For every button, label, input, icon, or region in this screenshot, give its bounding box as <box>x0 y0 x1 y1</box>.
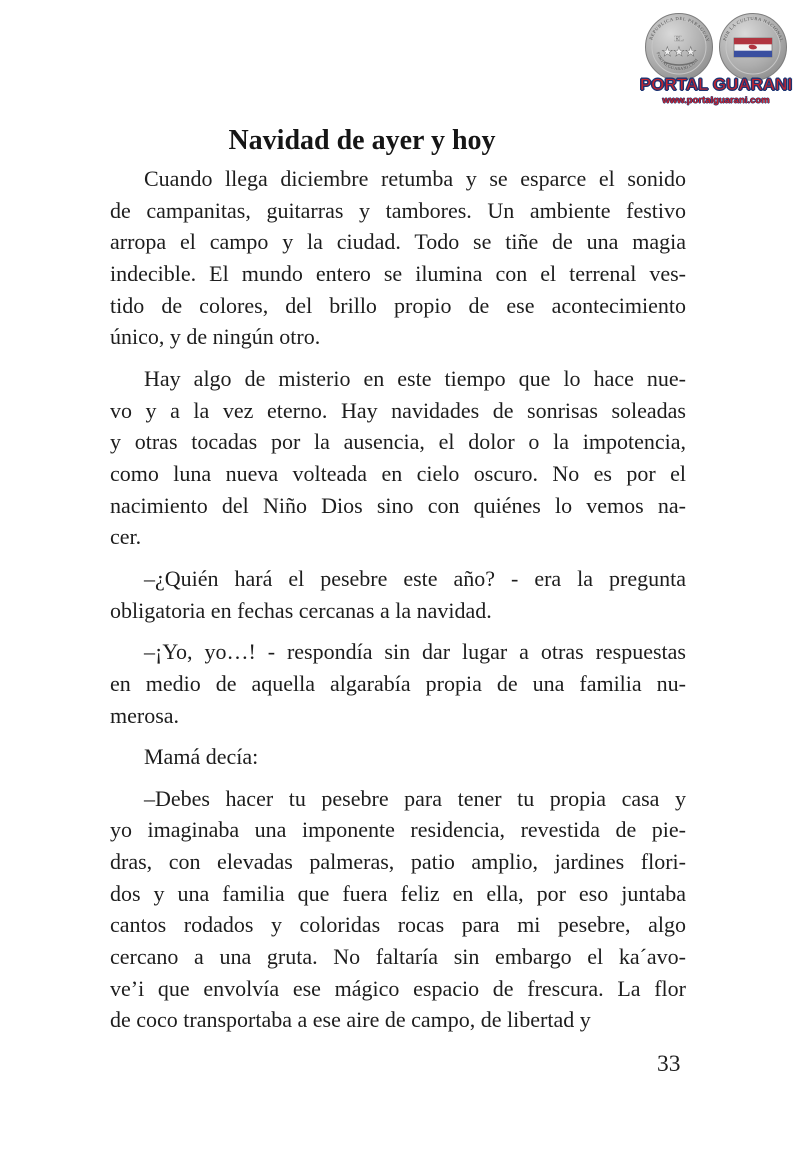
text-line: indecible. El mundo entero se ilumina con el terrenal ves- <box>110 260 686 286</box>
text-line: vo y a la vez eterno. Hay navidades de sonrisas soleadas <box>110 397 686 423</box>
text-line: y otras tocadas por la ausencia, el dolor o la impotencia, <box>110 429 686 455</box>
text-line: –¡Yo, yo…! - respondía sin dar lugar a otras respuestas <box>144 639 686 665</box>
text-line: ve’i que envolvía ese mágico espacio de frescura. La flor <box>110 975 686 1001</box>
text-line: de coco transportaba a ese aire de campo, de libertad y <box>110 1007 591 1033</box>
text-line: nacimiento del Niño Dios sino con quiénes lo vemos na- <box>110 492 686 518</box>
text-line: obligatoria en fechas cercanas a la navidad. <box>110 597 492 623</box>
text-line: cercano a una gruta. No faltaría sin embargo el ka´avo- <box>110 944 686 970</box>
text-line: único, y de ningún otro. <box>110 324 321 350</box>
text-line: dras, con elevadas palmeras, patio amplio, jardines flori- <box>110 849 686 875</box>
coin-left-bottom-text: PORTALGUARANI.COM <box>655 51 699 72</box>
paragraph <box>110 783 686 1036</box>
text-line: Hay algo de misterio en este tiempo que lo hace nue- <box>144 365 686 391</box>
text-line: –Debes hacer tu pesebre para tener tu propia casa y <box>144 785 686 811</box>
paragraph <box>110 563 686 626</box>
body-text <box>110 163 686 1046</box>
paraguay-coin-icon <box>644 12 714 82</box>
text-line: dos y una familia que fuera feliz en ella, por eso juntaba <box>110 880 686 906</box>
three-stars-icon: ★★★ <box>661 44 697 59</box>
logo-title: PORTAL GUARANI <box>639 75 793 94</box>
culture-coin-icon <box>718 12 788 82</box>
coin-right-top-text: POR LA CULTURA NACIONAL <box>722 15 785 43</box>
logo-medallions <box>638 12 794 82</box>
paragraph <box>110 363 686 553</box>
text-line: yo imaginaba una imponente residencia, revestida de pie- <box>110 817 686 843</box>
text-line: cantos rodados y coloridas rocas para mi pesebre, algo <box>110 912 686 938</box>
page-number: 33 <box>657 1051 681 1077</box>
coin-left-top-text: REPUBLICA DEL PARAGUAY <box>648 15 711 43</box>
text-line: como luna nueva volteada en cielo oscuro. No es por el <box>110 460 686 486</box>
coin-left-center-text: EL <box>674 35 684 43</box>
portal-guarani-logo <box>638 12 794 106</box>
text-line: de campanitas, guitarras y tambores. Un ambiente festivo <box>110 197 686 223</box>
text-line: cer. <box>110 524 142 550</box>
text-line: merosa. <box>110 702 180 728</box>
paraguay-flag-icon <box>734 38 772 57</box>
text-line: tido de colores, del brillo propio de ese acontecimiento <box>110 292 686 318</box>
text-line: Cuando llega diciembre retumba y se esparce el sonido <box>144 166 686 191</box>
text-line: arropa el campo y la ciudad. Todo se tiñe de una magia <box>110 229 686 255</box>
text-line: Mamá decía: <box>144 744 259 770</box>
text-line: en medio de aquella algarabía propia de una familia nu- <box>110 670 686 696</box>
text-line: –¿Quién hará el pesebre este año? - era la pregunta <box>144 565 686 591</box>
paragraph <box>110 741 686 773</box>
logo-url: www.portalguarani.com <box>662 95 770 106</box>
paragraph <box>110 636 686 731</box>
paragraph <box>110 163 686 353</box>
page-title: Navidad de ayer y hoy <box>228 124 496 156</box>
